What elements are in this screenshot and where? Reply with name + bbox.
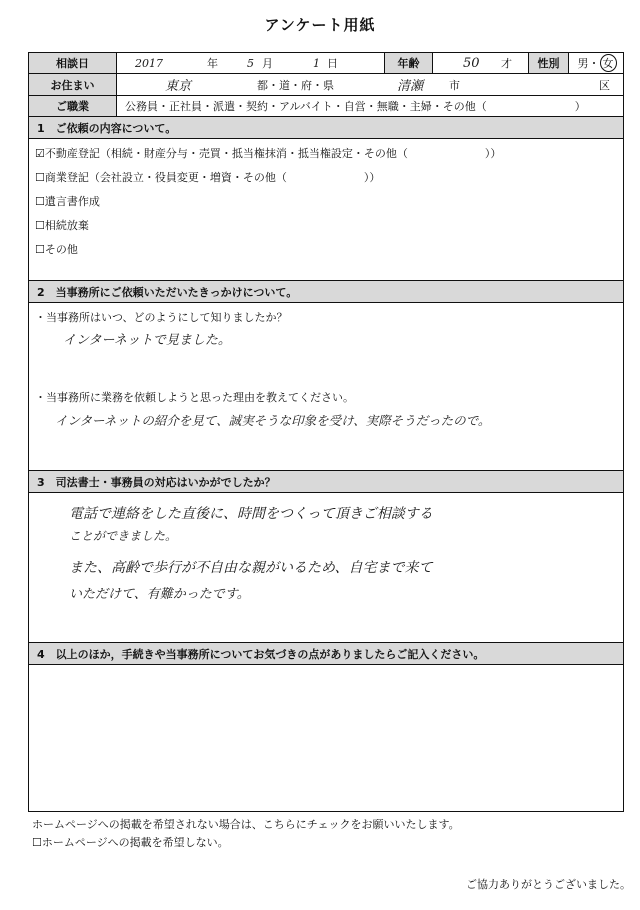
address-field[interactable] <box>117 74 625 95</box>
section4-heading: 4 以上のほか，手続きや当事務所についてお気づきの点がありましたらご記入ください。 <box>29 643 623 665</box>
address-label: お住まい <box>29 74 117 95</box>
checkbox-real-estate-registration[interactable]: ☑不動産登記（相続・財産分与・売買・抵当権抹消・抵当権設定・その他（ ）） <box>35 147 502 160</box>
section3-heading: 3 司法書士・事務員の対応はいかがでしたか？ <box>29 471 623 493</box>
form-title: アンケート用紙 <box>264 16 376 34</box>
answer-response-line4[interactable]: いただけて、有難かったです。 <box>69 587 250 602</box>
date-day: 1 <box>313 56 320 70</box>
answer-response-line2[interactable]: ことができました。 <box>69 529 178 543</box>
no-publication-checkbox[interactable]: ☐ホームページへの掲載を希望しない。 <box>32 836 229 849</box>
answer-response-line1[interactable]: 電話で連絡をした直後に、時間をつくって頂きご相談する <box>69 506 433 522</box>
checkbox-commercial-registration[interactable]: ☐商業登記（会社設立・役員変更・増資・その他（ ）） <box>35 171 381 184</box>
address-row <box>29 74 623 96</box>
date-month: 5 <box>247 56 254 70</box>
section2-body <box>29 303 623 471</box>
gender-separator: ・ <box>588 57 600 70</box>
address-city-unit: 市 <box>449 78 460 92</box>
age-unit: 才 <box>501 57 512 70</box>
address-pref-units: 都・道・府・県 <box>257 78 334 92</box>
answer-reason[interactable]: インターネットの紹介を見て、誠実そうな印象を受け、実際そうだったので。 <box>55 413 491 428</box>
age-label: 年齢 <box>385 53 433 73</box>
day-unit: 日 <box>327 57 338 70</box>
year-unit: 年 <box>207 57 218 70</box>
section4-body[interactable] <box>29 665 623 811</box>
age-field[interactable] <box>433 53 529 73</box>
gender-female-circled: 女 <box>600 54 617 72</box>
gender-male: 男 <box>577 57 589 70</box>
age-value: 50 <box>463 55 480 71</box>
section3-body <box>29 493 623 643</box>
answer-response-line3[interactable]: また、高齢で歩行が不自由な親がいるため、自宅まで来て <box>69 560 433 576</box>
checkbox-renunciation[interactable]: ☐相続放棄 <box>35 219 89 232</box>
address-prefecture: 東京 <box>165 79 192 94</box>
section1-heading: 1 ご依頼の内容について。 <box>29 117 623 139</box>
section2-heading: 2 当事務所にご依頼いただいたきっかけについて。 <box>29 281 623 303</box>
thanks-message: ご協力ありがとうございました。 <box>466 878 631 891</box>
question-reason: ・当事務所に業務を依頼しようと思った理由を教えてください。 <box>35 391 354 404</box>
checkbox-other[interactable]: ☐その他 <box>35 243 78 256</box>
occupation-row <box>29 96 623 117</box>
date-year: 2017 <box>135 56 163 70</box>
address-ward-unit: 区 <box>599 78 610 92</box>
question-how-found: ・当事務所はいつ、どのようにして知りましたか？ <box>35 311 288 324</box>
occupation-options[interactable]: 公務員・正社員・派遣・契約・アルバイト・自営・無職・主婦・その他（ ） <box>125 100 586 113</box>
answer-how-found[interactable]: インターネットで見ました。 <box>63 333 231 348</box>
month-unit: 月 <box>262 57 273 70</box>
gender-field[interactable] <box>569 53 625 73</box>
section1-body <box>29 139 623 281</box>
address-city: 清瀬 <box>397 79 424 94</box>
date-field[interactable] <box>117 53 385 73</box>
checkbox-will[interactable]: ☐遺言書作成 <box>35 195 100 208</box>
date-age-gender-row <box>29 53 623 74</box>
date-label: 相談日 <box>29 53 117 73</box>
occupation-label: ご職業 <box>29 96 117 116</box>
publication-note: ホームページへの掲載を希望されない場合は、こちらにチェックをお願いいたします。 <box>32 818 460 831</box>
survey-form <box>28 52 624 812</box>
gender-label: 性別 <box>529 53 569 73</box>
